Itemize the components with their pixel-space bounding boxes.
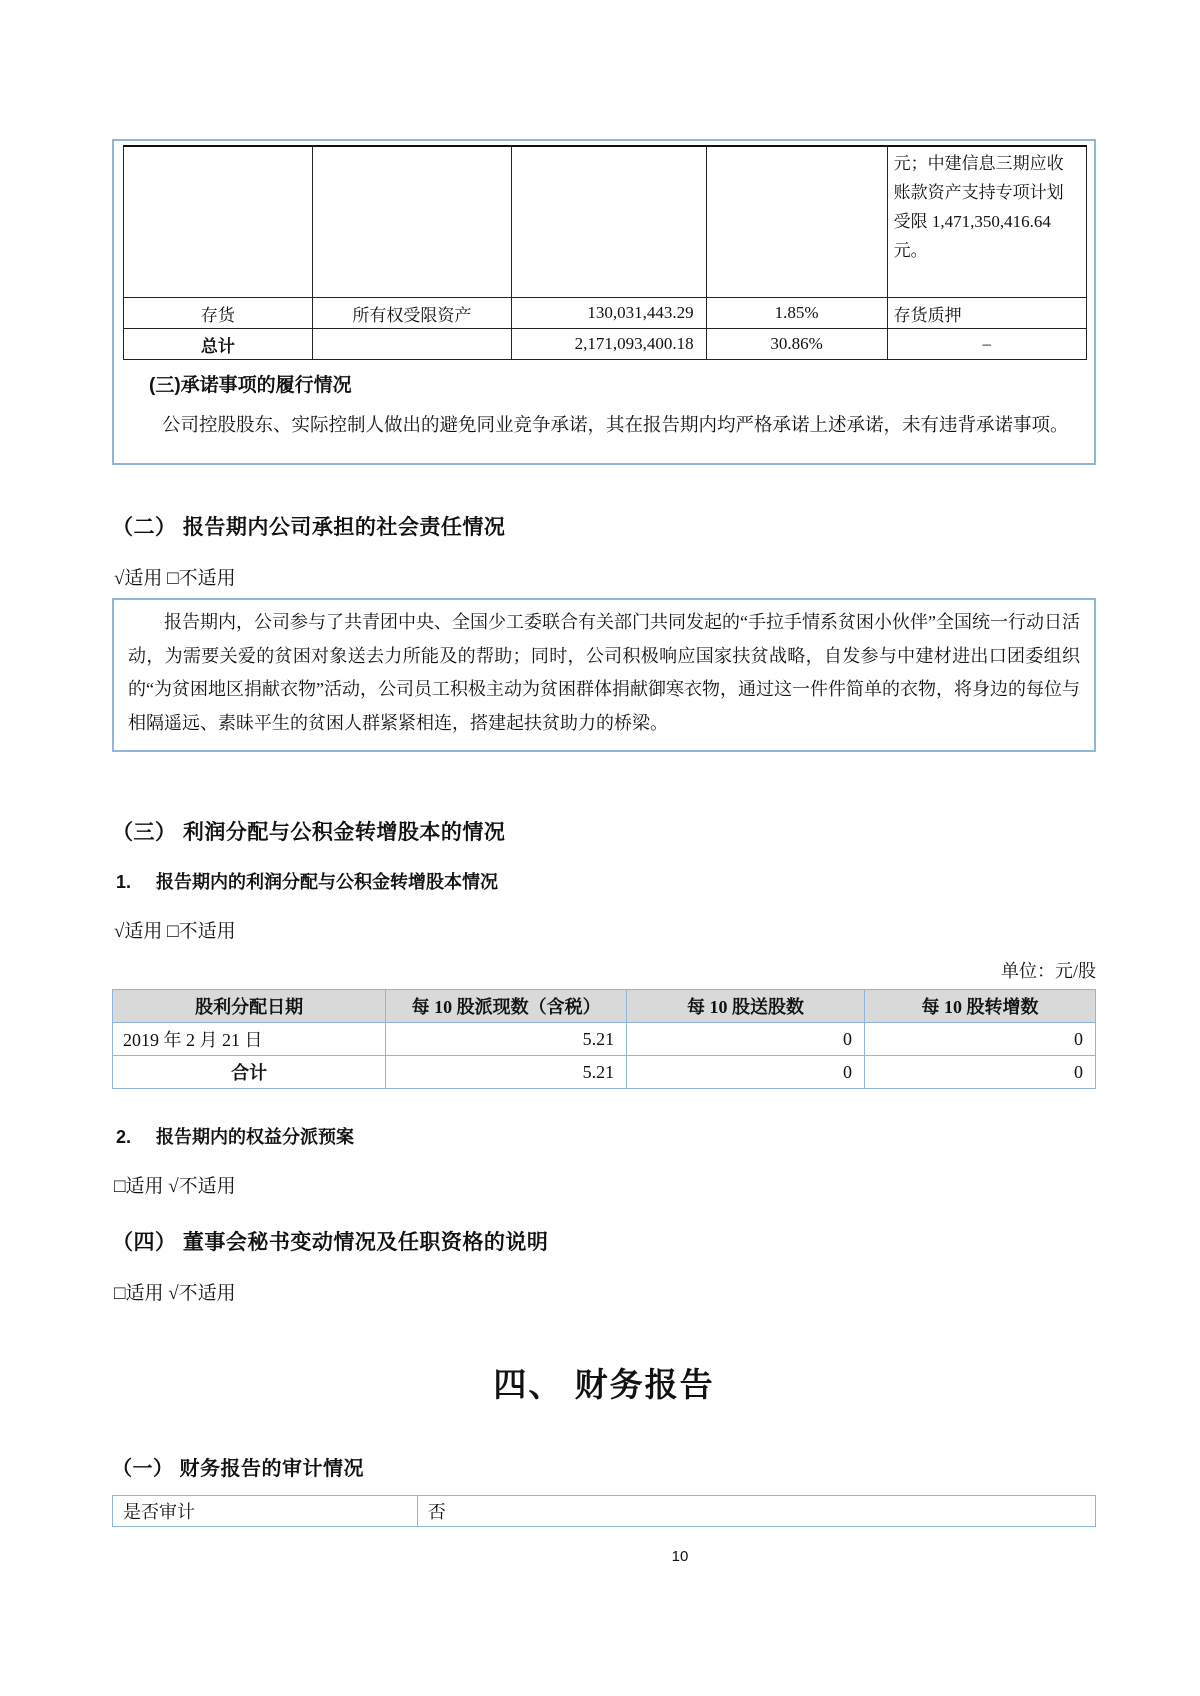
page-number: 10 xyxy=(671,1548,689,1565)
cell-remark: 存货质押 xyxy=(887,298,1086,329)
cell-remark: – xyxy=(887,329,1086,360)
cell-ratio: 30.86% xyxy=(706,329,887,360)
subsection-number: 1. xyxy=(116,872,132,892)
table-header-row xyxy=(113,990,1096,1023)
section-heading-social-responsibility: （二） 报告期内公司承担的社会责任情况 xyxy=(112,516,506,539)
table-row xyxy=(113,1023,1096,1056)
header-bonus-shares-per-10: 每 10 股送股数 xyxy=(627,990,865,1023)
section-heading-board-secretary: （四） 董事会秘书变动情况及任职资格的说明 xyxy=(112,1231,549,1254)
cell-ratio: 1.85% xyxy=(706,298,887,329)
cell-item xyxy=(124,146,313,298)
cell-item: 总计 xyxy=(124,329,313,360)
applicability-line: □适用 √不适用 xyxy=(114,1283,236,1304)
cell-amount xyxy=(512,146,707,298)
applicability-line: √适用 □不适用 xyxy=(114,921,236,942)
subsection-number: 2. xyxy=(116,1127,132,1147)
cell-type xyxy=(312,329,511,360)
cell-conversion: 0 xyxy=(864,1023,1095,1056)
cell-date: 2019 年 2 月 21 日 xyxy=(113,1023,386,1056)
cell-type: 所有权受限资产 xyxy=(312,298,511,329)
applicability-line: √适用 □不适用 xyxy=(114,568,236,589)
dividend-table xyxy=(112,989,1096,1089)
cell-type xyxy=(312,146,511,298)
restricted-assets-box xyxy=(112,139,1096,465)
restricted-assets-table xyxy=(123,145,1087,360)
commitments-paragraph: 公司控股股东、实际控制人做出的避免同业竞争承诺，其在报告期内均严格承诺上述承诺，未有违背承诺事项。 xyxy=(162,416,1069,436)
cell-item: 存货 xyxy=(124,298,313,329)
cell-bonus: 0 xyxy=(627,1056,865,1089)
table-row xyxy=(124,298,1087,329)
cell-amount: 2,171,093,400.18 xyxy=(512,329,707,360)
header-conversion-per-10: 每 10 股转增数 xyxy=(864,990,1095,1023)
applicability-line: □适用 √不适用 xyxy=(114,1176,236,1197)
audit-table xyxy=(112,1495,1096,1527)
social-responsibility-box xyxy=(112,598,1096,752)
cell-ratio xyxy=(706,146,887,298)
document-content xyxy=(112,139,1096,1527)
cell-conversion: 0 xyxy=(864,1056,1095,1089)
section-heading-audit-status: （一） 财务报告的审计情况 xyxy=(112,1458,365,1480)
table-row xyxy=(113,1496,1096,1527)
unit-label: 单位：元/股 xyxy=(1000,961,1096,981)
table-row xyxy=(124,146,1087,298)
subsection-title: 报告期内的权益分派预案 xyxy=(156,1127,354,1147)
subsection-heading-equity-distribution-plan xyxy=(116,1123,1096,1149)
table-row-total xyxy=(113,1056,1096,1089)
chapter-title-financial-report: 四、 财务报告 xyxy=(493,1366,715,1403)
header-cash-per-10-shares: 每 10 股派现数（含税） xyxy=(386,990,627,1023)
subsection-title: 报告期内的利润分配与公积金转增股本情况 xyxy=(156,872,498,892)
cell-remark: 元；中建信息三期应收账款资产支持专项计划受限 1,471,350,416.64 元。 xyxy=(887,146,1086,298)
section-heading-profit-distribution: （三） 利润分配与公积金转增股本的情况 xyxy=(112,821,506,844)
table-row-total xyxy=(124,329,1087,360)
social-responsibility-paragraph: 报告期内，公司参与了共青团中央、全国少工委联合有关部门共同发起的“手拉手情系贫困小伙伴”全国统一行动日活动，为需要关爱的贫困对象送去力所能及的帮助；同时，公司积极响应国家扶贫战略，自发参与中建材进出口团委组织的“为贫困地区捐献衣物”活动，公司员工积极主动为贫困群体捐献御寒衣物，通过这一件件简单的衣物，将身边的每位与相隔遥远、素昧平生的贫困人群紧紧相连，搭建起扶贫助力的桥梁。 xyxy=(128,612,1080,733)
cell-bonus: 0 xyxy=(627,1023,865,1056)
commitments-subheading: (三)承诺事项的履行情况 xyxy=(149,375,352,396)
cell-audit-value: 否 xyxy=(417,1496,1095,1527)
cell-amount: 130,031,443.29 xyxy=(512,298,707,329)
cell-total-label: 合计 xyxy=(113,1056,386,1089)
header-dividend-date: 股利分配日期 xyxy=(113,990,386,1023)
cell-cash: 5.21 xyxy=(386,1056,627,1089)
cell-cash: 5.21 xyxy=(386,1023,627,1056)
cell-audit-label: 是否审计 xyxy=(113,1496,418,1527)
subsection-heading-profit-distribution xyxy=(116,868,1096,894)
